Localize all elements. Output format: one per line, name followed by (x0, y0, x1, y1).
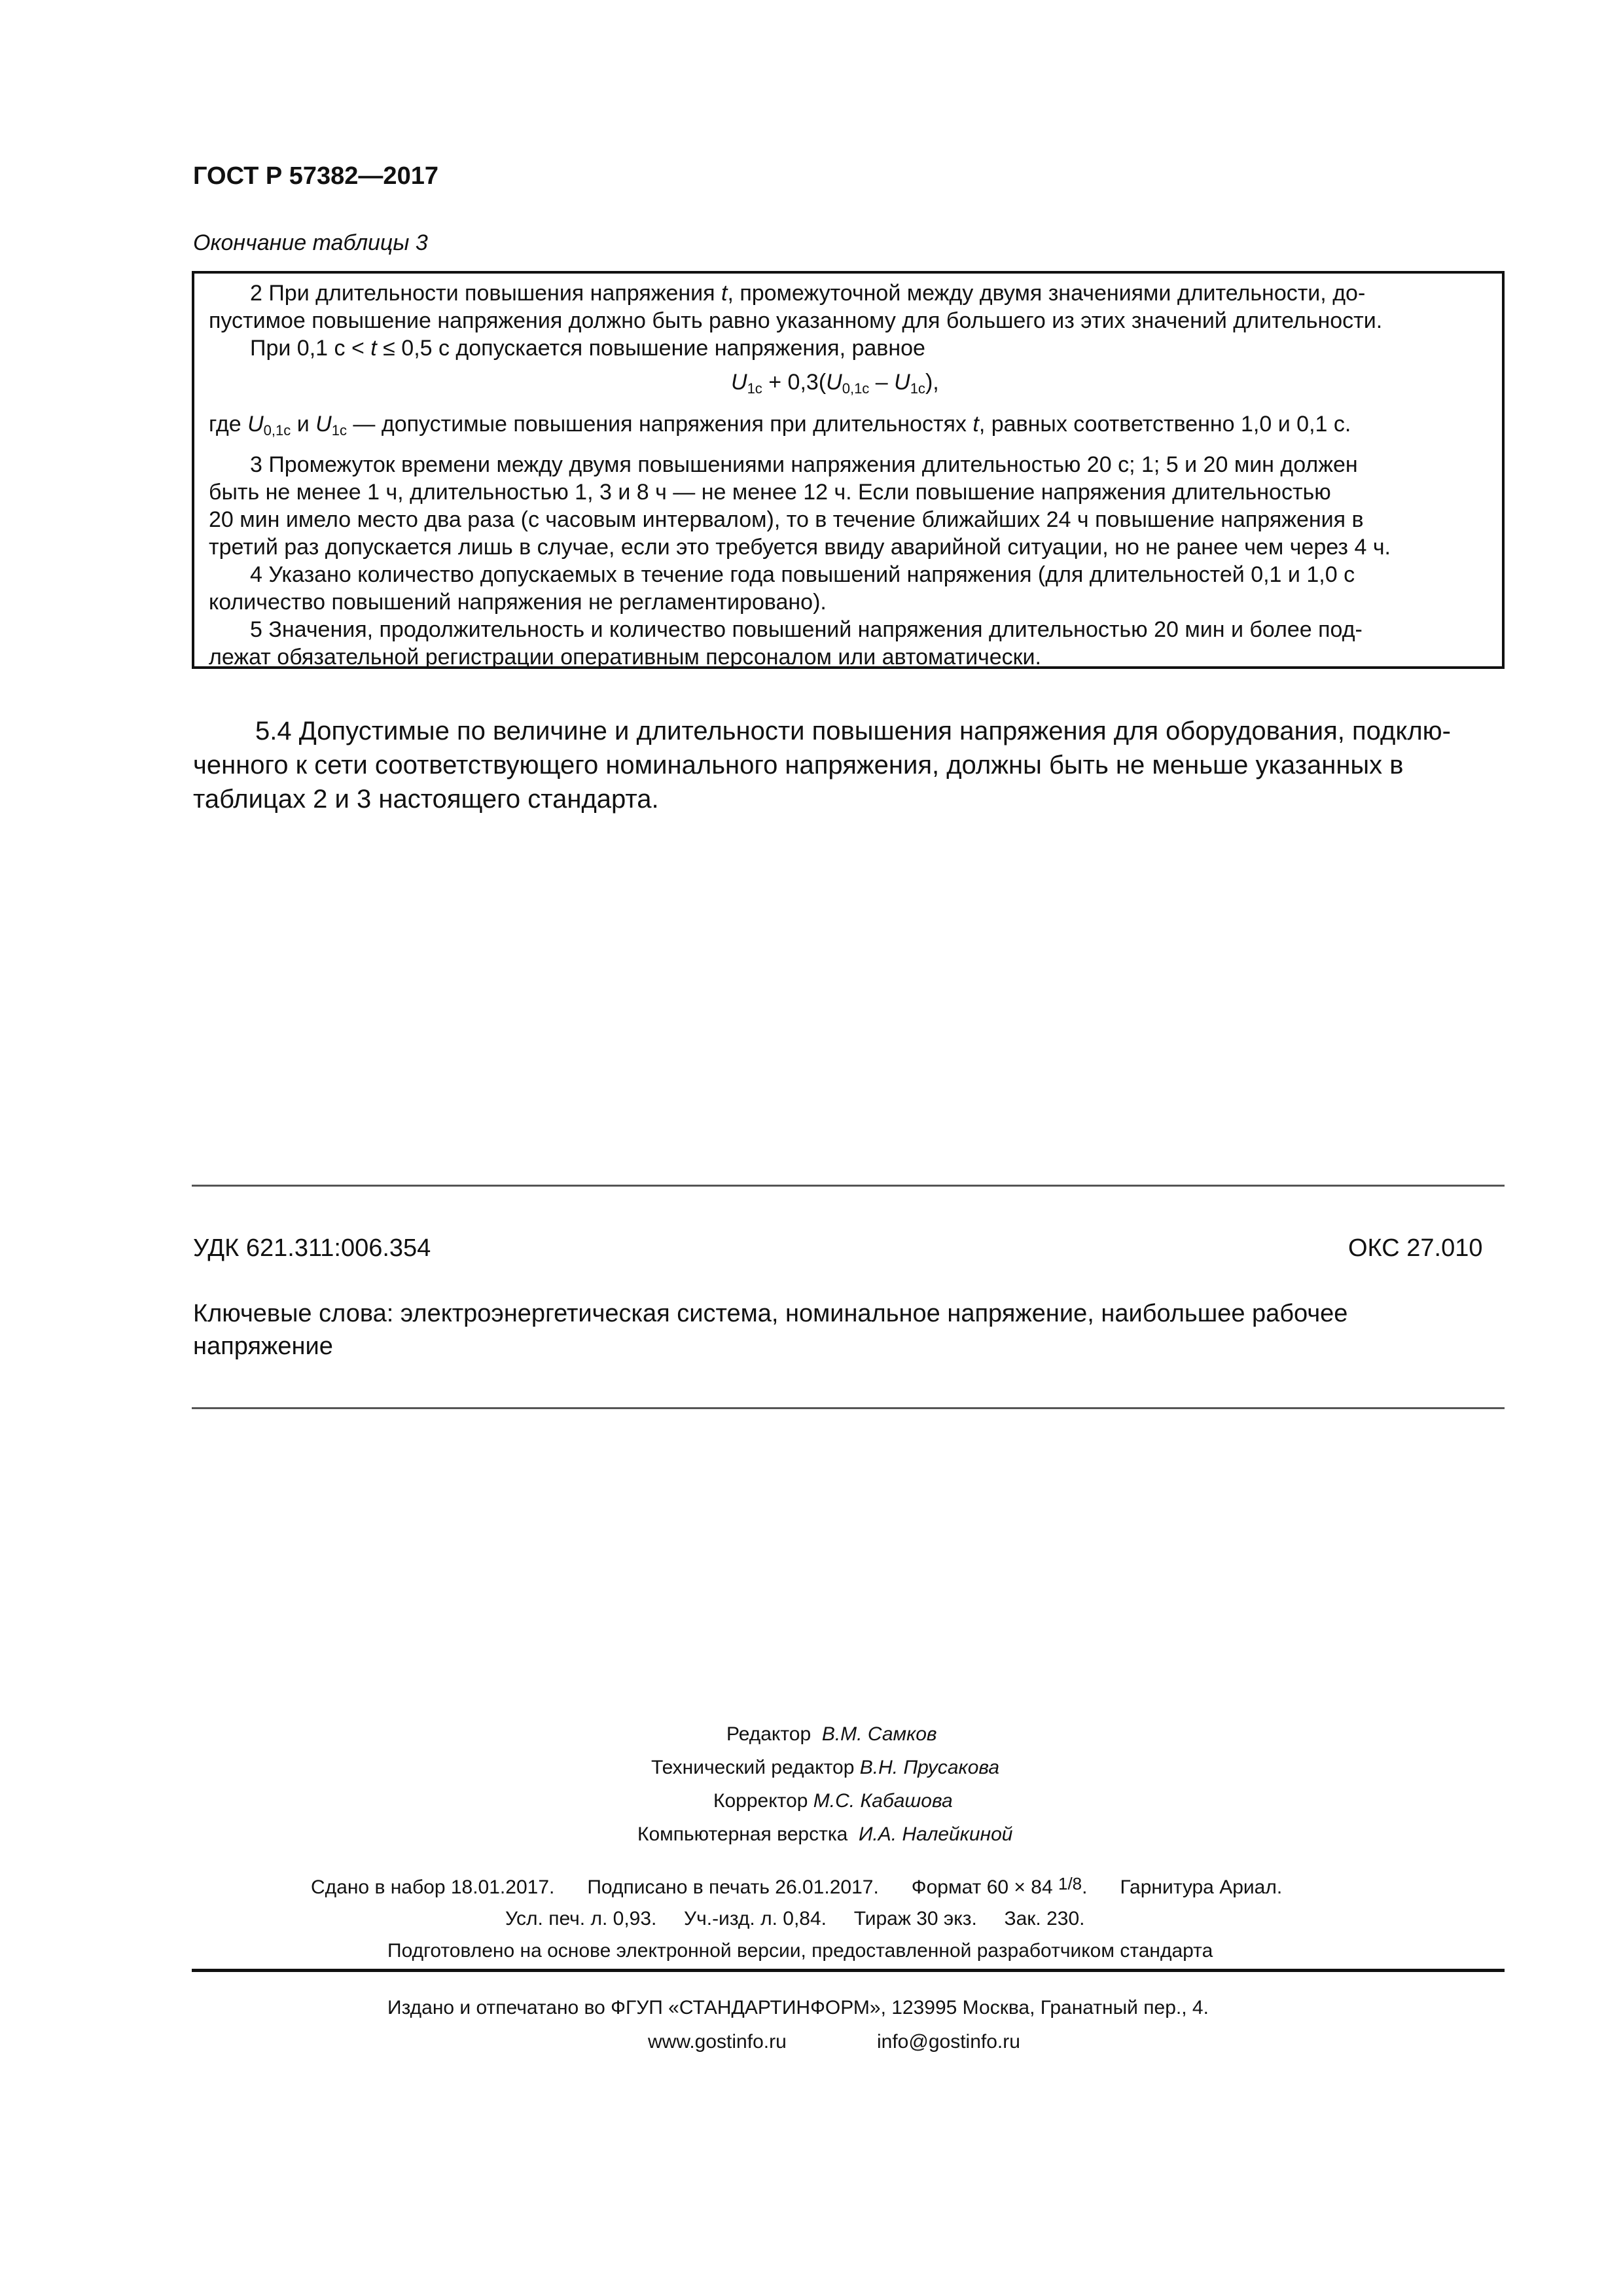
note-4-line-1: 4 Указано количество допускаемых в течение года повышений напряжения (для длительностей 0,1 и 1,0 с (250, 562, 1355, 587)
oks-code: ОКС 27.010 (1348, 1234, 1483, 1262)
document-header: ГОСТ Р 57382—2017 (193, 162, 438, 190)
keywords-line-1: Ключевые слова: электроэнергетическая система, номинальное напряжение, наибольшее рабочее (193, 1300, 1348, 1327)
note-3-line-1: 3 Промежуток времени между двумя повышениями напряжения длительностью 20 с; 1; 5 и 20 мин должен (250, 452, 1358, 477)
publisher-website: www.gostinfo.ru (648, 2031, 787, 2053)
note-2-line-5: где $U_{0,1с}$ и $U_{1с}$ — допустимые повышения напряжения при длительностях t, равных соответственно 1,0 и 0,1 с. (209, 412, 1351, 439)
clause-5-4-line-2: ченного к сети соответствующего номинального напряжения, должны быть не меньше указанных в (193, 751, 1404, 780)
clause-5-4-line-3: таблицах 2 и 3 настоящего стандарта. (193, 785, 659, 814)
credit-corrector: Корректор М.С. Кабашова (713, 1790, 953, 1812)
note-2-line-2: пустимое повышение напряжения должно быть равно указанному для большего из этих значений длительности. (209, 308, 1383, 333)
table-caption: Окончание таблицы 3 (193, 230, 428, 255)
note-5-line-2: лежат обязательной регистрации оперативным персоналом или автоматически. (209, 645, 1041, 670)
imprint-publisher: Издано и отпечатано во ФГУП «СТАНДАРТИНФОРМ», 123995 Москва, Гранатный пер., 4. (387, 1997, 1209, 2018)
credit-tech-editor: Технический редактор В.Н. Прусакова (651, 1757, 1000, 1778)
formula: $U_{1с} + 0,3(U_{0,1с} - U_{1с})$, (731, 370, 939, 397)
imprint-source-note: Подготовлено на основе электронной версии, предоставленной разработчиком стандарта (387, 1940, 1213, 1962)
note-4-line-2: количество повышений напряжения не регламентировано). (209, 590, 827, 615)
divider-bottom (192, 1407, 1505, 1409)
divider-top (192, 1185, 1505, 1187)
note-3-line-3: 20 мин имело место два раза (с часовым интервалом), то в течение ближайших 24 ч повышение напряжения в (209, 507, 1364, 532)
note-3-line-4: третий раз допускается лишь в случае, если это требуется ввиду аварийной ситуации, но не ранее чем через 4 ч. (209, 535, 1391, 560)
note-5-line-1: 5 Значения, продолжительность и количество повышений напряжения длительностью 20 мин и более под- (250, 617, 1363, 642)
note-3-line-2: быть не менее 1 ч, длительностью 1, 3 и 8 ч — не менее 12 ч. Если повышение напряжения длительностью (209, 480, 1331, 505)
divider-imprint (192, 1969, 1505, 1972)
fraction-1-8: 1/8 (1058, 1874, 1082, 1893)
clause-5-4-line-1: 5.4 Допустимые по величине и длительности повышения напряжения для оборудования, подклю- (255, 717, 1451, 745)
credit-editor: Редактор В.М. Самков (726, 1723, 937, 1745)
udk-code: УДК 621.311:006.354 (193, 1234, 431, 1262)
note-2-line-3: При 0,1 с < t ≤ 0,5 с допускается повышение напряжения, равное (250, 336, 925, 361)
imprint-print-specs: Усл. печ. л. 0,93. Уч.-изд. л. 0,84. Тираж 30 экз. Зак. 230. (505, 1908, 1085, 1929)
note-2-line-1: 2 При длительности повышения напряжения t, промежуточной между двумя значениями длительности, до- (250, 281, 1366, 306)
credit-layout: Компьютерная верстка И.А. Налейкиной (637, 1823, 1013, 1845)
table-notes-box (192, 271, 1505, 669)
imprint-dates: Сдано в набор 18.01.2017. Подписано в печать 26.01.2017. Формат 60 × 84 1/8. Гарнитура Ариал. (311, 1872, 1282, 1899)
keywords-line-2: напряжение (193, 1333, 333, 1360)
publisher-email: info@gostinfo.ru (877, 2031, 1020, 2053)
